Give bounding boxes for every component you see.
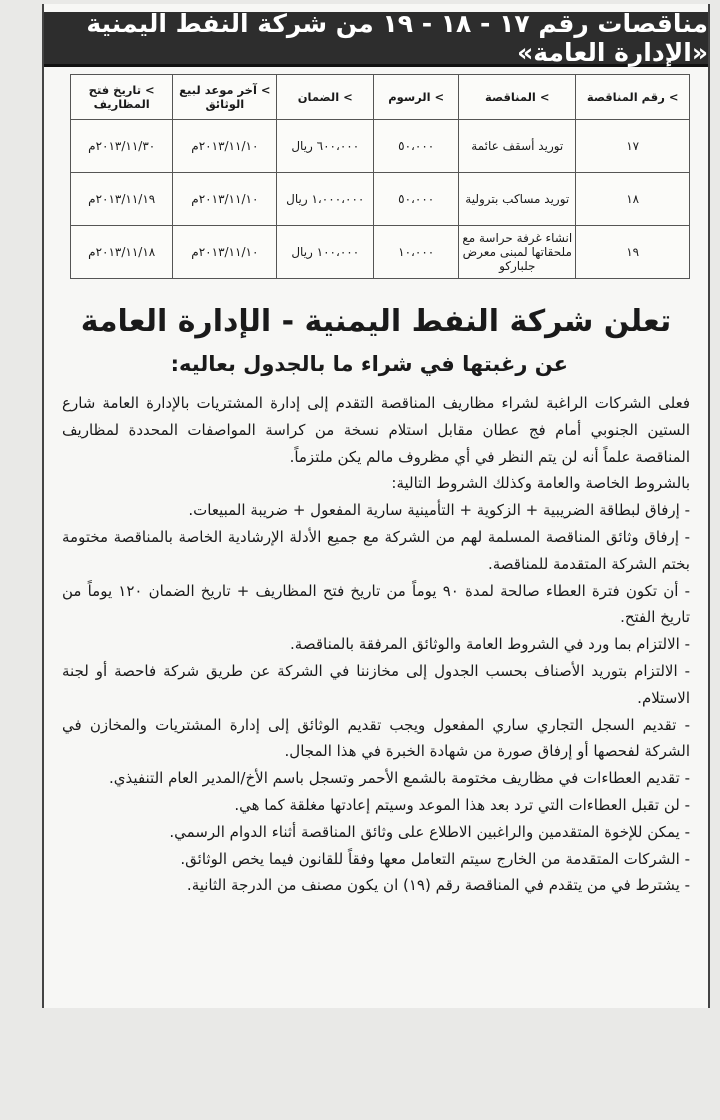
cell-last-sale-date: ٢٠١٣/١١/١٠م bbox=[173, 120, 277, 173]
condition-item: - الالتزام بما ورد في الشروط العامة والوثائق المرفقة بالمناقصة. bbox=[290, 635, 690, 654]
cell-last-sale-date: ٢٠١٣/١١/١٠م bbox=[173, 173, 277, 226]
announcement-subtitle: عن رغبتها في شراء ما بالجدول بعاليه: bbox=[170, 352, 568, 376]
condition-item: - إرفاق وثائق المناقصة المسلمة لهم من الشركة مع جميع الأدلة الإرشادية الخاصة بالمناقصة مختومة بختم الشركة المتقدمة للمناقصة. bbox=[62, 527, 690, 573]
body-paragraph: بالشروط الخاصة والعامة وكذلك الشروط التالية: bbox=[391, 474, 690, 493]
cell-guarantee: ١٠٠،٠٠٠ ريال bbox=[277, 226, 374, 279]
header-banner bbox=[44, 9, 708, 67]
condition-item: - أن تكون فترة العطاء صالحة لمدة ٩٠ يوماً من تاريخ فتح المظاريف + تاريخ الضمان ١٢٠ يوماً من تاريخ الفتح. bbox=[62, 581, 690, 627]
header-opening-date: > تاريخ فتح المظاريف bbox=[71, 75, 173, 120]
cell-tender-number: ١٩ bbox=[576, 226, 690, 279]
cell-opening-date: ٢٠١٣/١١/١٨م bbox=[71, 226, 173, 279]
header-fees: > الرسوم bbox=[374, 75, 459, 120]
body-paragraph: فعلى الشركات الراغبة لشراء مظاريف المناقصة التقدم إلى إدارة المشتريات بالإدارة العامة شارع الستين الجنوبي أمام فج عطان مقابل استلام نسخة من كراسة المواصفات المحددة لمظاريف المناقصة علماً أنه لن يتم النظر في أي مظروف مالم يكن ملتزماً. bbox=[62, 394, 690, 466]
cell-tender-number: ١٨ bbox=[576, 173, 690, 226]
condition-item: - تقديم السجل التجاري ساري المفعول ويجب تقديم الوثائق إلى إدارة المشتريات والمخازن في الشركة لفحصها أو إرفاق صورة من شهادة الخبرة في هذا المجال. bbox=[62, 715, 690, 761]
cell-guarantee: ٦٠٠،٠٠٠ ريال bbox=[277, 120, 374, 173]
newspaper-clipping bbox=[42, 4, 710, 1008]
cell-guarantee: ١،٠٠٠،٠٠٠ ريال bbox=[277, 173, 374, 226]
cell-tender: توريد أسقف عائمة bbox=[459, 120, 576, 173]
table-row bbox=[71, 173, 690, 226]
condition-item: - تقديم العطاءات في مظاريف مختومة بالشمع الأحمر وتسجل باسم الأخ/المدير العام التنفيذي. bbox=[109, 769, 690, 788]
cell-fees: ٥٠،٠٠٠ bbox=[374, 120, 459, 173]
cell-tender-number: ١٧ bbox=[576, 120, 690, 173]
table-row bbox=[71, 120, 690, 173]
cell-fees: ١٠،٠٠٠ bbox=[374, 226, 459, 279]
cell-opening-date: ٢٠١٣/١١/١٩م bbox=[71, 173, 173, 226]
header-tender: > المناقصة bbox=[459, 75, 576, 120]
header-guarantee: > الضمان bbox=[277, 75, 374, 120]
cell-fees: ٥٠،٠٠٠ bbox=[374, 173, 459, 226]
condition-item: - لن تقبل العطاءات التي ترد بعد هذا الموعد وسيتم إعادتها مغلقة كما هي. bbox=[234, 795, 690, 814]
condition-item: - يشترط في من يتقدم في المناقصة رقم (١٩) ان يكون مصنف من الدرجة الثانية. bbox=[186, 876, 690, 895]
cell-tender: انشاء غرفة حراسة مع ملحقاتها لمبنى معرض جلباركو bbox=[459, 226, 576, 279]
header-last-sale-date: > آخر موعد لبيع الوثائق bbox=[173, 75, 277, 120]
announcement-title: تعلن شركة النفط اليمنية - الإدارة العامة bbox=[80, 304, 672, 339]
condition-item: - الشركات المتقدمة من الخارج سيتم التعامل معها وفقاً للقانون فيما يخص الوثائق. bbox=[180, 849, 690, 868]
header-tender-number: > رقم المناقصة bbox=[576, 75, 690, 120]
condition-item: - يمكن للإخوة المتقدمين والراغبين الاطلاع على وثائق المناقصة أثناء الدوام الرسمي. bbox=[169, 822, 690, 841]
announcement-body bbox=[62, 390, 690, 899]
cell-tender: توريد مساكب بترولية bbox=[459, 173, 576, 226]
table-header-row bbox=[71, 75, 690, 120]
header-title: مناقصات رقم ١٧ - ١٨ - ١٩ من شركة النفط اليمنية «الإدارة العامة» bbox=[86, 9, 708, 67]
table-row bbox=[71, 226, 690, 279]
condition-item: - إرفاق لبطاقة الضريبية + الزكوية + التأمينية سارية المفعول + ضريبة المبيعات. bbox=[188, 501, 690, 520]
cell-opening-date: ٢٠١٣/١١/٣٠م bbox=[71, 120, 173, 173]
condition-item: - الالتزام بتوريد الأصناف بحسب الجدول إلى مخازننا في الشركة عن طريق شركة فاحصة أو لجنة الاستلام. bbox=[62, 661, 690, 707]
cell-last-sale-date: ٢٠١٣/١١/١٠م bbox=[173, 226, 277, 279]
blank-margin bbox=[0, 1008, 720, 1120]
tenders-table bbox=[70, 74, 690, 279]
